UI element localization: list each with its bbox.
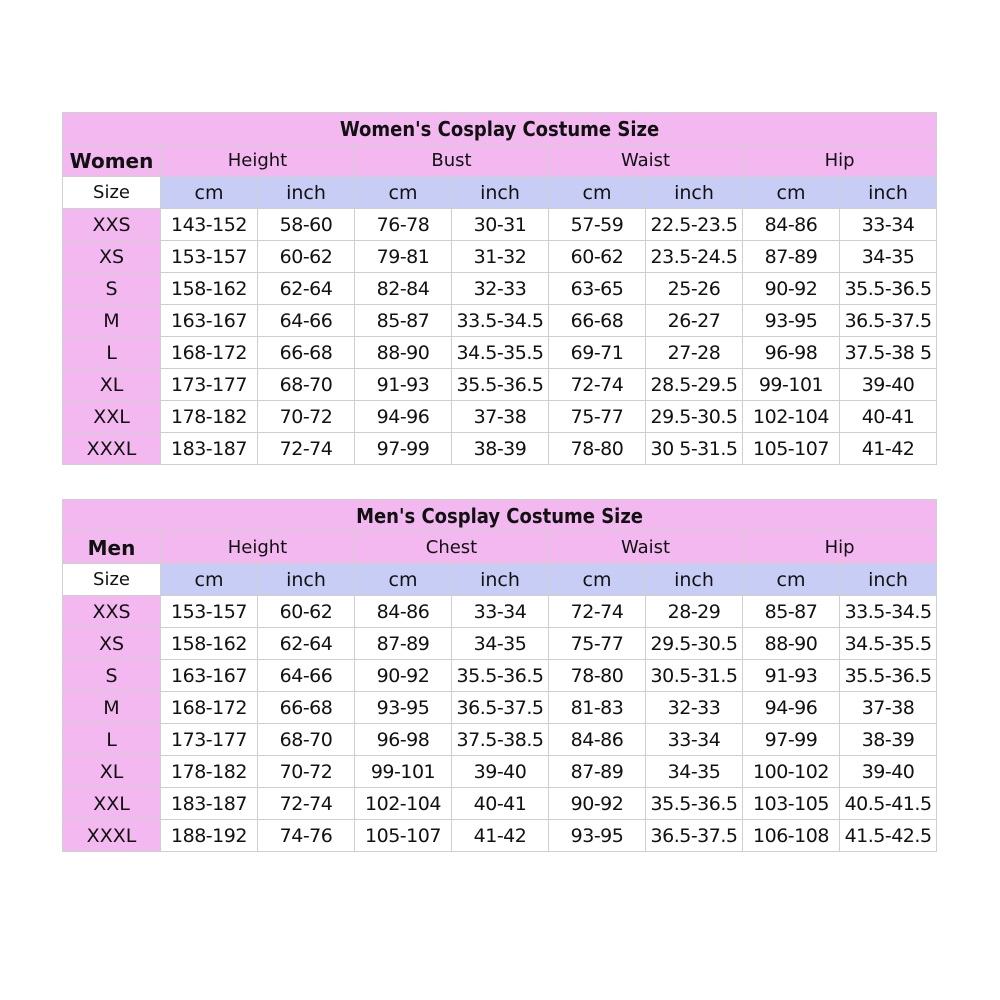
measurement-cell: 27-28 <box>646 337 743 369</box>
measurement-cell: 75-77 <box>549 401 646 433</box>
measurement-cell: 173-177 <box>161 369 258 401</box>
measurement-cell: 40-41 <box>840 401 937 433</box>
measurement-cell: 39-40 <box>452 756 549 788</box>
table-row <box>63 369 937 401</box>
measurement-cell: 36.5-37.5 <box>840 305 937 337</box>
measurement-cell: 96-98 <box>355 724 452 756</box>
measurement-cell: 90-92 <box>743 273 840 305</box>
measurement-cell: 78-80 <box>549 433 646 465</box>
measurement-cell: 72-74 <box>258 788 355 820</box>
unit-header: inch <box>840 177 937 209</box>
measurement-cell: 38-39 <box>452 433 549 465</box>
measurement-cell: 158-162 <box>161 273 258 305</box>
table-row <box>63 628 937 660</box>
measurement-cell: 78-80 <box>549 660 646 692</box>
measurement-cell: 66-68 <box>258 692 355 724</box>
title-row <box>63 113 937 145</box>
measurement-cell: 88-90 <box>743 628 840 660</box>
measurement-group-header: Waist <box>549 145 743 177</box>
measurement-cell: 94-96 <box>355 401 452 433</box>
measurement-cell: 68-70 <box>258 724 355 756</box>
measurement-cell: 31-32 <box>452 241 549 273</box>
size-column-header: Size <box>63 564 161 596</box>
size-column-header: Size <box>63 177 161 209</box>
measurement-cell: 41-42 <box>452 820 549 852</box>
measurement-cell: 60-62 <box>258 241 355 273</box>
unit-header: cm <box>549 177 646 209</box>
measurement-cell: 36.5-37.5 <box>452 692 549 724</box>
measurement-cell: 35.5-36.5 <box>452 369 549 401</box>
table-row <box>63 337 937 369</box>
measurement-cell: 102-104 <box>743 401 840 433</box>
measurement-cell: 34.5-35.5 <box>452 337 549 369</box>
measurement-cell: 99-101 <box>355 756 452 788</box>
measurement-cell: 188-192 <box>161 820 258 852</box>
measurement-cell: 106-108 <box>743 820 840 852</box>
measurement-cell: 69-71 <box>549 337 646 369</box>
table-row <box>63 209 937 241</box>
measurement-cell: 84-86 <box>549 724 646 756</box>
measurement-cell: 90-92 <box>549 788 646 820</box>
measurement-cell: 100-102 <box>743 756 840 788</box>
measurement-group-header: Hip <box>743 532 937 564</box>
measurement-cell: 85-87 <box>743 596 840 628</box>
measurement-cell: 60-62 <box>549 241 646 273</box>
unit-header: inch <box>452 564 549 596</box>
measurement-cell: 35.5-36.5 <box>452 660 549 692</box>
group-header-row <box>63 145 937 177</box>
measurement-cell: 91-93 <box>355 369 452 401</box>
measurement-cell: 64-66 <box>258 305 355 337</box>
measurement-cell: 79-81 <box>355 241 452 273</box>
measurement-cell: 153-157 <box>161 596 258 628</box>
measurement-cell: 62-64 <box>258 273 355 305</box>
measurement-cell: 57-59 <box>549 209 646 241</box>
measurement-cell: 41-42 <box>840 433 937 465</box>
measurement-cell: 87-89 <box>549 756 646 788</box>
measurement-cell: 37.5-38 5 <box>840 337 937 369</box>
measurement-cell: 163-167 <box>161 660 258 692</box>
measurement-cell: 33-34 <box>840 209 937 241</box>
size-cell: M <box>63 305 161 337</box>
measurement-group-header: Height <box>161 145 355 177</box>
measurement-cell: 105-107 <box>743 433 840 465</box>
measurement-cell: 58-60 <box>258 209 355 241</box>
measurement-cell: 26-27 <box>646 305 743 337</box>
table-row <box>63 241 937 273</box>
size-cell: XXXL <box>63 433 161 465</box>
measurement-cell: 68-70 <box>258 369 355 401</box>
measurement-cell: 84-86 <box>355 596 452 628</box>
measurement-cell: 85-87 <box>355 305 452 337</box>
measurement-cell: 168-172 <box>161 692 258 724</box>
unit-header: inch <box>646 177 743 209</box>
measurement-cell: 34-35 <box>646 756 743 788</box>
measurement-cell: 168-172 <box>161 337 258 369</box>
measurement-cell: 143-152 <box>161 209 258 241</box>
measurement-cell: 105-107 <box>355 820 452 852</box>
unit-header: inch <box>840 564 937 596</box>
measurement-cell: 33-34 <box>646 724 743 756</box>
measurement-cell: 23.5-24.5 <box>646 241 743 273</box>
table-row <box>63 724 937 756</box>
measurement-cell: 70-72 <box>258 756 355 788</box>
measurement-cell: 183-187 <box>161 433 258 465</box>
measurement-cell: 178-182 <box>161 756 258 788</box>
size-cell: S <box>63 273 161 305</box>
measurement-cell: 34-35 <box>452 628 549 660</box>
measurement-cell: 173-177 <box>161 724 258 756</box>
measurement-cell: 84-86 <box>743 209 840 241</box>
measurement-cell: 35.5-36.5 <box>840 660 937 692</box>
measurement-group-header: Chest <box>355 532 549 564</box>
unit-header: cm <box>355 564 452 596</box>
unit-header-row <box>63 177 937 209</box>
men-size-table <box>62 499 937 852</box>
women-size-table <box>62 112 937 465</box>
table-row <box>63 660 937 692</box>
measurement-cell: 88-90 <box>355 337 452 369</box>
measurement-cell: 36.5-37.5 <box>646 820 743 852</box>
gender-label: Women <box>63 145 161 177</box>
measurement-cell: 62-64 <box>258 628 355 660</box>
unit-header-row <box>63 564 937 596</box>
size-cell: M <box>63 692 161 724</box>
measurement-group-header: Height <box>161 532 355 564</box>
measurement-cell: 30 5-31.5 <box>646 433 743 465</box>
unit-header: cm <box>161 564 258 596</box>
measurement-cell: 40.5-41.5 <box>840 788 937 820</box>
size-cell: L <box>63 724 161 756</box>
measurement-cell: 183-187 <box>161 788 258 820</box>
measurement-cell: 97-99 <box>743 724 840 756</box>
measurement-cell: 90-92 <box>355 660 452 692</box>
measurement-cell: 34-35 <box>840 241 937 273</box>
table-row <box>63 433 937 465</box>
unit-header: inch <box>258 564 355 596</box>
size-cell: XS <box>63 241 161 273</box>
measurement-cell: 74-76 <box>258 820 355 852</box>
table-row <box>63 756 937 788</box>
measurement-group-header: Hip <box>743 145 937 177</box>
measurement-cell: 66-68 <box>258 337 355 369</box>
measurement-cell: 38-39 <box>840 724 937 756</box>
measurement-cell: 60-62 <box>258 596 355 628</box>
measurement-cell: 28-29 <box>646 596 743 628</box>
measurement-cell: 93-95 <box>549 820 646 852</box>
measurement-cell: 103-105 <box>743 788 840 820</box>
measurement-cell: 39-40 <box>840 369 937 401</box>
measurement-cell: 72-74 <box>258 433 355 465</box>
measurement-cell: 102-104 <box>355 788 452 820</box>
size-cell: XL <box>63 756 161 788</box>
measurement-cell: 158-162 <box>161 628 258 660</box>
measurement-cell: 99-101 <box>743 369 840 401</box>
table-row <box>63 305 937 337</box>
measurement-cell: 72-74 <box>549 369 646 401</box>
measurement-cell: 75-77 <box>549 628 646 660</box>
measurement-cell: 30-31 <box>452 209 549 241</box>
measurement-cell: 153-157 <box>161 241 258 273</box>
size-cell: L <box>63 337 161 369</box>
table-row <box>63 596 937 628</box>
measurement-cell: 76-78 <box>355 209 452 241</box>
measurement-cell: 87-89 <box>743 241 840 273</box>
table-row <box>63 273 937 305</box>
measurement-cell: 39-40 <box>840 756 937 788</box>
measurement-group-header: Bust <box>355 145 549 177</box>
unit-header: cm <box>161 177 258 209</box>
measurement-cell: 72-74 <box>549 596 646 628</box>
measurement-cell: 70-72 <box>258 401 355 433</box>
table-title: Men's Cosplay Costume Size <box>63 500 937 532</box>
measurement-cell: 41.5-42.5 <box>840 820 937 852</box>
measurement-cell: 37-38 <box>840 692 937 724</box>
measurement-cell: 37.5-38.5 <box>452 724 549 756</box>
measurement-cell: 35.5-36.5 <box>840 273 937 305</box>
measurement-cell: 33-34 <box>452 596 549 628</box>
gender-label: Men <box>63 532 161 564</box>
table-row <box>63 788 937 820</box>
measurement-cell: 37-38 <box>452 401 549 433</box>
size-cell: XXS <box>63 209 161 241</box>
size-cell: XXL <box>63 788 161 820</box>
measurement-cell: 163-167 <box>161 305 258 337</box>
measurement-cell: 30.5-31.5 <box>646 660 743 692</box>
measurement-cell: 93-95 <box>355 692 452 724</box>
measurement-cell: 97-99 <box>355 433 452 465</box>
measurement-cell: 66-68 <box>549 305 646 337</box>
measurement-cell: 87-89 <box>355 628 452 660</box>
unit-header: cm <box>743 564 840 596</box>
table-row <box>63 820 937 852</box>
measurement-cell: 96-98 <box>743 337 840 369</box>
measurement-cell: 82-84 <box>355 273 452 305</box>
unit-header: cm <box>355 177 452 209</box>
title-row <box>63 500 937 532</box>
measurement-cell: 25-26 <box>646 273 743 305</box>
measurement-cell: 94-96 <box>743 692 840 724</box>
size-cell: XXS <box>63 596 161 628</box>
unit-header: cm <box>743 177 840 209</box>
measurement-cell: 81-83 <box>549 692 646 724</box>
measurement-cell: 28.5-29.5 <box>646 369 743 401</box>
measurement-cell: 22.5-23.5 <box>646 209 743 241</box>
measurement-cell: 29.5-30.5 <box>646 401 743 433</box>
unit-header: inch <box>452 177 549 209</box>
measurement-cell: 33.5-34.5 <box>452 305 549 337</box>
measurement-group-header: Waist <box>549 532 743 564</box>
unit-header: cm <box>549 564 646 596</box>
unit-header: inch <box>258 177 355 209</box>
measurement-cell: 33.5-34.5 <box>840 596 937 628</box>
measurement-cell: 29.5-30.5 <box>646 628 743 660</box>
measurement-cell: 35.5-36.5 <box>646 788 743 820</box>
table-row <box>63 692 937 724</box>
size-cell: XXL <box>63 401 161 433</box>
measurement-cell: 93-95 <box>743 305 840 337</box>
table-row <box>63 401 937 433</box>
measurement-cell: 40-41 <box>452 788 549 820</box>
size-cell: XXXL <box>63 820 161 852</box>
measurement-cell: 32-33 <box>646 692 743 724</box>
size-cell: S <box>63 660 161 692</box>
measurement-cell: 64-66 <box>258 660 355 692</box>
measurement-cell: 32-33 <box>452 273 549 305</box>
measurement-cell: 178-182 <box>161 401 258 433</box>
size-cell: XL <box>63 369 161 401</box>
group-header-row <box>63 532 937 564</box>
unit-header: inch <box>646 564 743 596</box>
measurement-cell: 63-65 <box>549 273 646 305</box>
size-cell: XS <box>63 628 161 660</box>
table-title: Women's Cosplay Costume Size <box>63 113 937 145</box>
measurement-cell: 34.5-35.5 <box>840 628 937 660</box>
measurement-cell: 91-93 <box>743 660 840 692</box>
